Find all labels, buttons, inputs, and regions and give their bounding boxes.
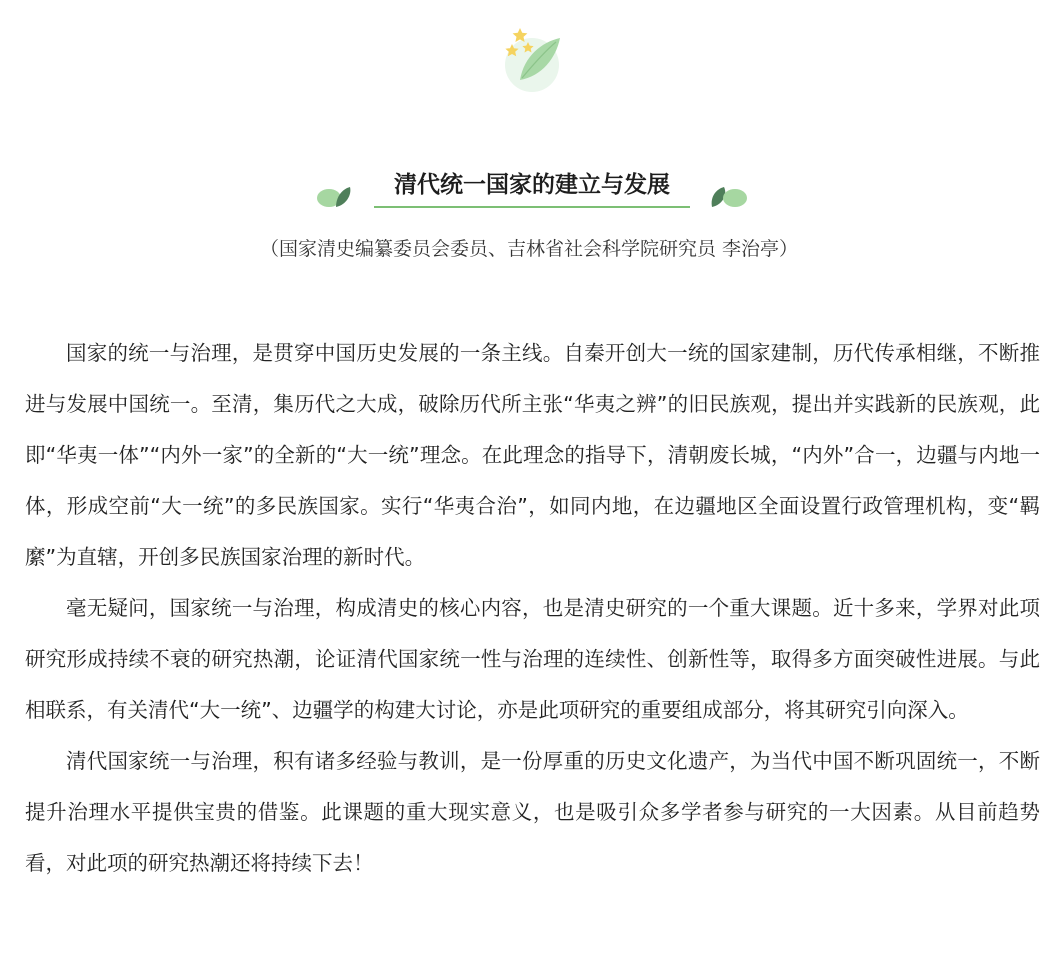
- paragraph: 毫无疑问，国家统一与治理，构成清史的核心内容，也是清史研究的一个重大课题。近十多来，学界对此项研究形成持续不衰的研究热潮，论证清代国家统一性与治理的连续性、创新性等，取得多方面突破性进展。与此相联系，有关清代“大一统”、边疆学的构建大讨论，亦是此项研究的重要组成部分，将其研究引向深入。: [25, 596, 1040, 722]
- title-row: [0, 168, 1058, 212]
- flower-leaf-ornament-icon: [498, 22, 568, 96]
- paragraph: 国家的统一与治理，是贯穿中国历史发展的一条主线。自秦开创大一统的国家建制，历代传承相继，不断推进与发展中国统一。至清，集历代之大成，破除历代所主张“华夷之辨”的旧民族观，提出并实践新的民族观，此即“华夷一体”“内外一家”的全新的“大一统”理念。在此理念的指导下，清朝废长城，“内外”合一，边疆与内地一体，形成空前“大一统”的多民族国家。实行“华夷合治”，如同内地，在边疆地区全面设置行政管理机构，变“羁縻”为直辖，开创多民族国家治理的新时代。: [25, 341, 1040, 569]
- paragraph: 清代国家统一与治理，积有诸多经验与教训，是一份厚重的历史文化遗产，为当代中国不断巩固统一，不断提升治理水平提供宝贵的借鉴。此课题的重大现实意义，也是吸引众多学者参与研究的一大因素。从目前趋势看，对此项的研究热潮还将持续下去！: [25, 749, 1040, 875]
- article-body: [25, 328, 1040, 889]
- leaf-decoration-icon: [706, 183, 750, 209]
- author-byline: （国家清史编纂委员会委员、吉林省社会科学院研究员 李治亭）: [259, 238, 799, 260]
- leaf-decoration-icon: [314, 183, 358, 209]
- article-title: 清代统一国家的建立与发展: [374, 168, 690, 208]
